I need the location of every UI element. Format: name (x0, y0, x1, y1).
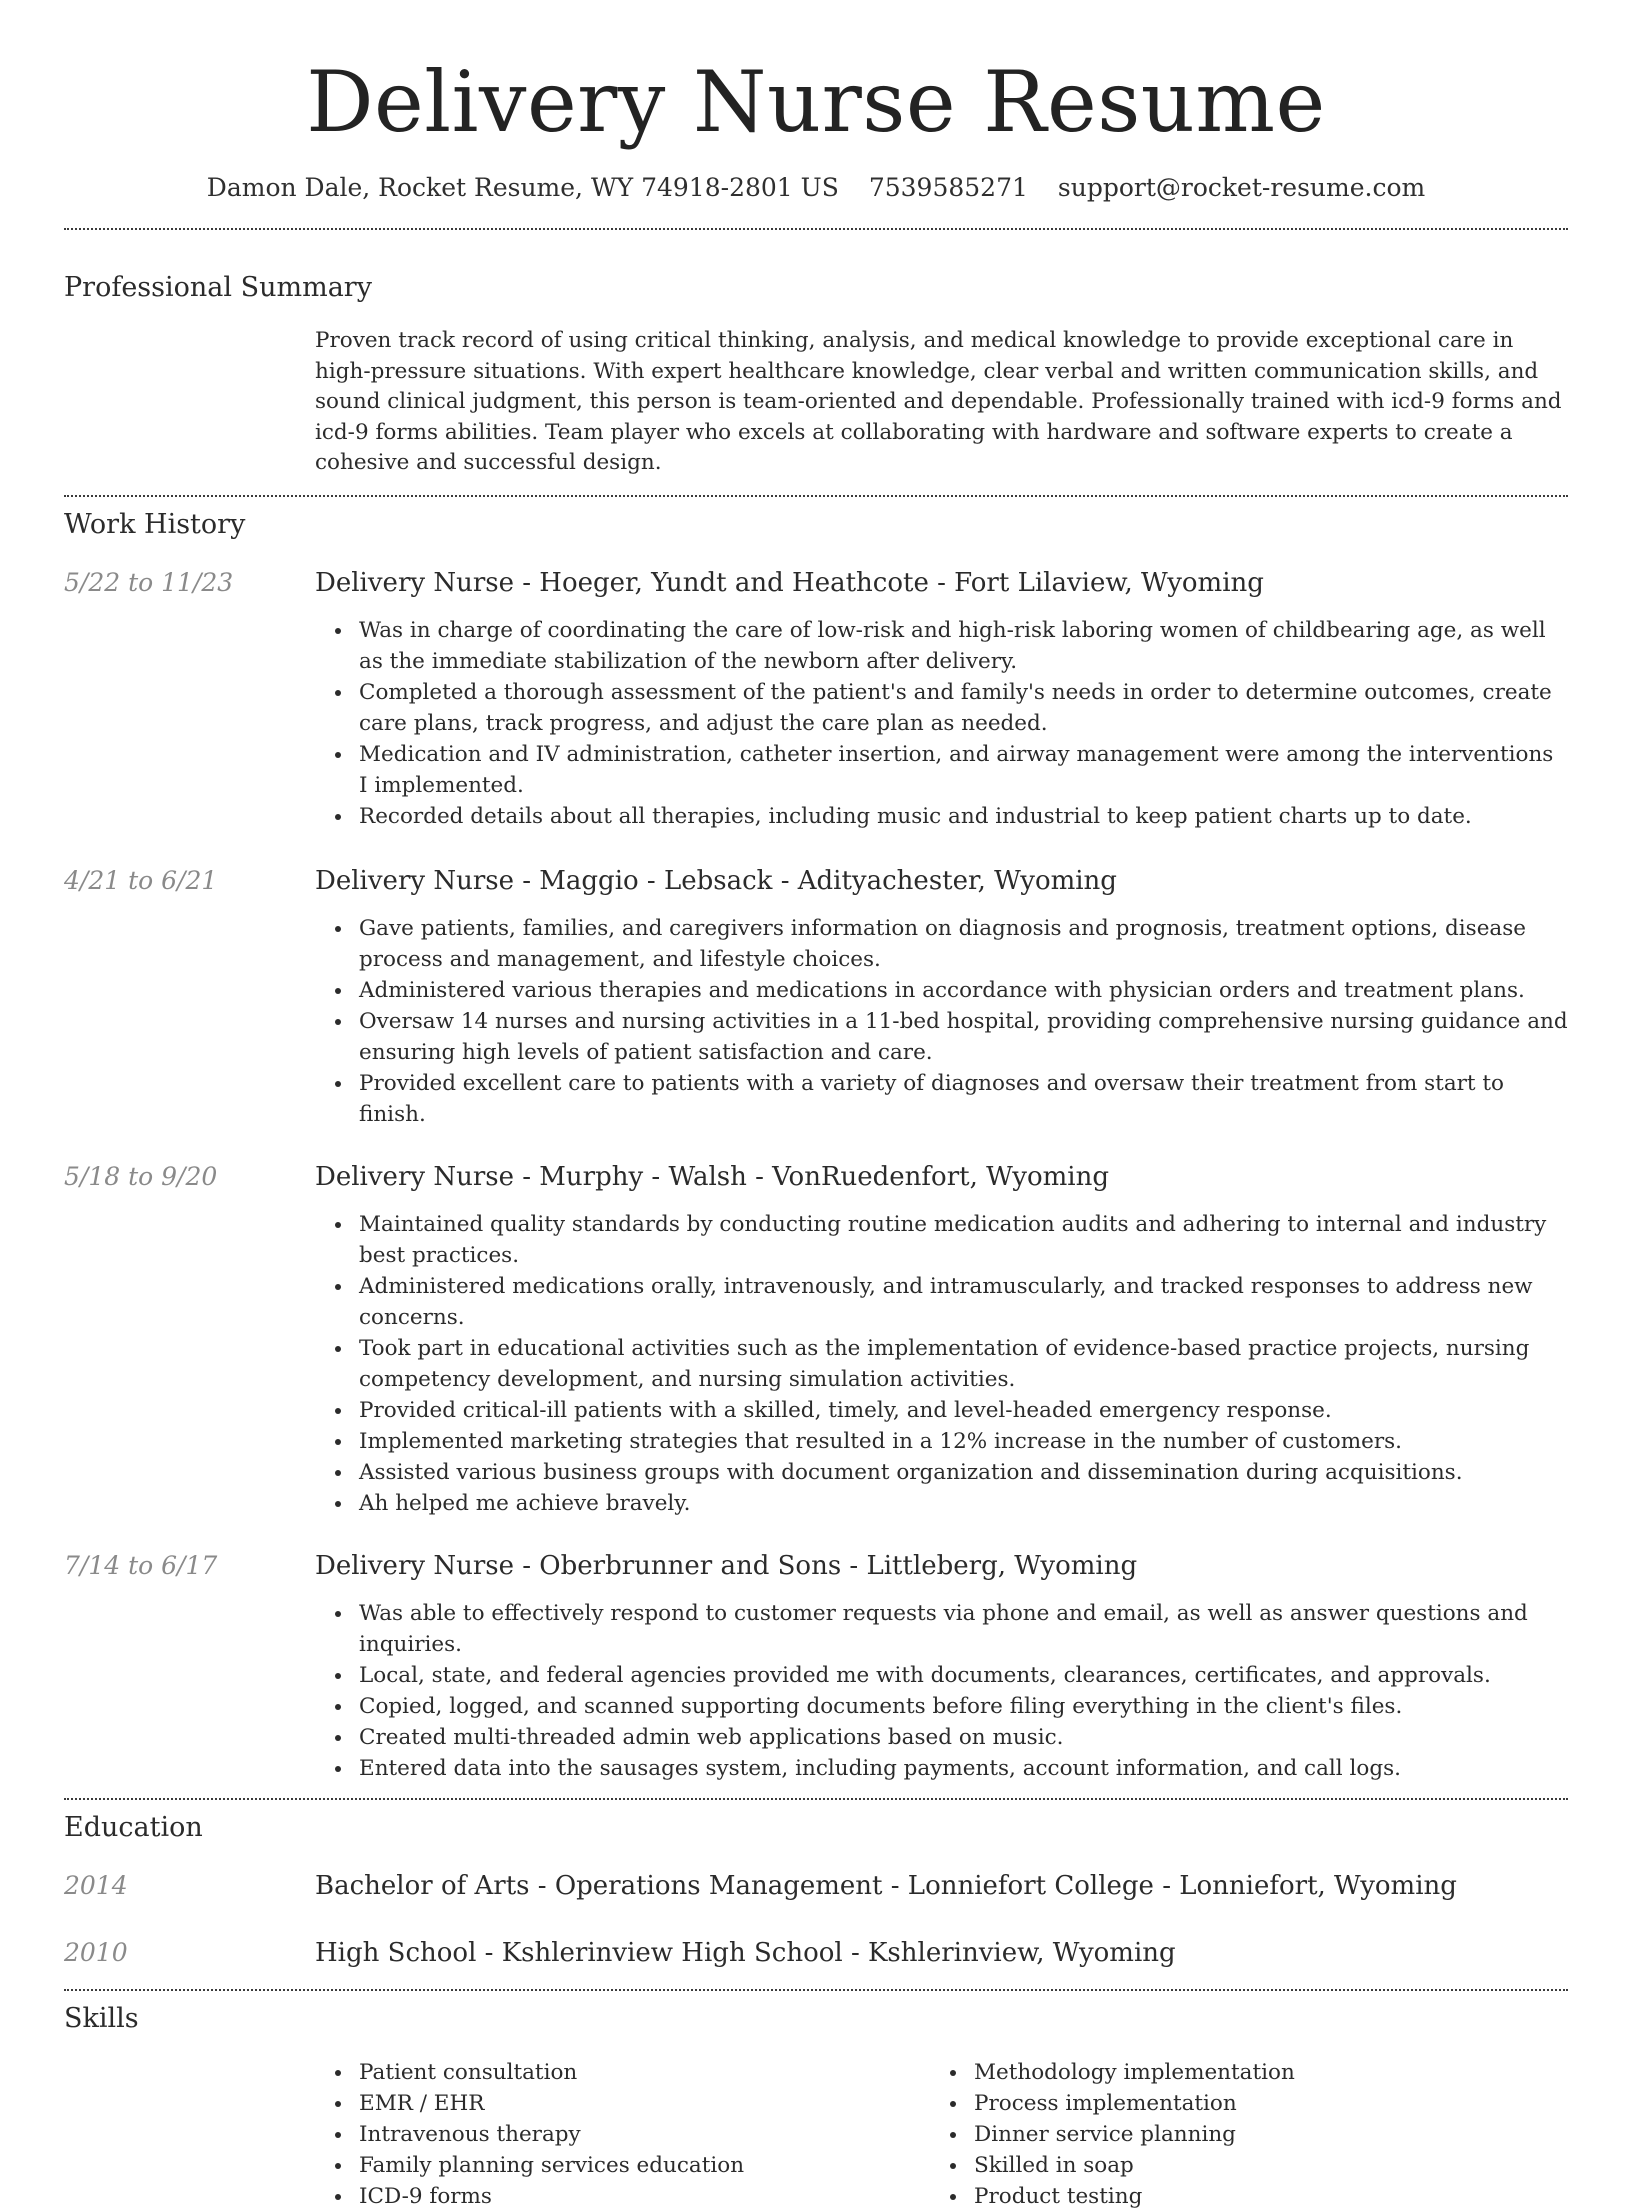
resume-page (64, 0, 1568, 2212)
skill-item: Skilled in soap (930, 2150, 1545, 2181)
contact-phone: 7539585271 (868, 173, 1028, 202)
skill-item: EMR / EHR (315, 2088, 930, 2119)
job-bullet: Administered various therapies and medications in accordance with physician orders and treatment plans. (315, 975, 1568, 1006)
job-bullet: Took part in educational activities such as the implementation of evidence-based practice projects, nursing competency development, and nursing simulation activities. (315, 1333, 1568, 1395)
contact-email: support@rocket-resume.com (1057, 173, 1426, 202)
skills-list-left (315, 2057, 930, 2212)
job-bullet: Was in charge of coordinating the care of low-risk and high-risk laboring women of childbearing age, as well as the immediate stabilization of the newborn after delivery. (315, 615, 1568, 677)
job-bullet: Completed a thorough assessment of the patient's and family's needs in order to determine outcomes, create care plans, track progress, and adjust the care plan as needed. (315, 677, 1568, 739)
skill-item: ICD-9 forms (315, 2181, 930, 2212)
skill-item: Patient consultation (315, 2057, 930, 2088)
job-title: Delivery Nurse - Oberbrunner and Sons - Littleberg, Wyoming (315, 1550, 1138, 1581)
job-bullet: Ah helped me achieve bravely. (315, 1488, 1568, 1519)
skills-heading: Skills (64, 2002, 139, 2034)
job-bullet: Entered data into the sausages system, including payments, account information, and call logs. (315, 1753, 1568, 1784)
job-dates: 4/21 to 6/21 (64, 865, 218, 895)
job-bullet: Created multi-threaded admin web applications based on music. (315, 1722, 1568, 1753)
job-bullet: Recorded details about all therapies, including music and industrial to keep patient charts up to date. (315, 801, 1568, 832)
job-bullets (315, 1598, 1568, 1784)
summary-text: Proven track record of using critical thinking, analysis, and medical knowledge to provide exceptional care in high-pressure situations. With expert healthcare knowledge, clear verbal and written communication skills, and sound clinical judgment, this person is team-oriented and dependable. Professionally trained with icd-9 forms and icd-9 forms abilities. Team player who excels at collaborating with hardware and software experts to create a cohesive and successful design. (315, 328, 1562, 475)
job-dates: 7/14 to 6/17 (64, 1550, 218, 1580)
job-dates: 5/22 to 11/23 (64, 567, 234, 597)
job-bullet: Implemented marketing strategies that resulted in a 12% increase in the number of customers. (315, 1426, 1568, 1457)
contact-line (64, 170, 1568, 206)
skills-row (64, 2043, 1568, 2212)
job-entry (64, 1159, 1568, 1519)
job-bullets (315, 913, 1568, 1130)
job-bullet: Was able to effectively respond to customer requests via phone and email, as well as answer questions and inquiries. (315, 1598, 1568, 1660)
job-bullet: Provided critical-ill patients with a skilled, timely, and level-headed emergency response. (315, 1395, 1568, 1426)
job-title: Delivery Nurse - Maggio - Lebsack - Adityachester, Wyoming (315, 865, 1117, 896)
job-entry (64, 863, 1568, 1130)
job-title: Delivery Nurse - Hoeger, Yundt and Heathcote - Fort Lilaview, Wyoming (315, 567, 1264, 598)
skill-item: Dinner service planning (930, 2119, 1545, 2150)
section-divider (64, 228, 1568, 230)
job-bullet: Oversaw 14 nurses and nursing activities in a 11-bed hospital, providing comprehensive nursing guidance and ensuring high levels of patient satisfaction and care. (315, 1006, 1568, 1068)
education-title: Bachelor of Arts - Operations Management - Lonniefort College - Lonniefort, Wyoming (315, 1870, 1457, 1901)
skill-item: Process implementation (930, 2088, 1545, 2119)
work-history-heading: Work History (64, 508, 246, 540)
education-title: High School - Kshlerinview High School - Kshlerinview, Wyoming (315, 1937, 1176, 1968)
job-bullet: Assisted various business groups with document organization and dissemination during acquisitions. (315, 1457, 1568, 1488)
job-dates: 5/18 to 9/20 (64, 1161, 218, 1191)
job-bullet: Local, state, and federal agencies provided me with documents, clearances, certificates, and approvals. (315, 1660, 1568, 1691)
contact-address: Damon Dale, Rocket Resume, WY 74918-2801 US (206, 173, 839, 202)
job-entry (64, 565, 1568, 832)
education-year: 2010 (64, 1937, 128, 1967)
summary-heading: Professional Summary (64, 272, 372, 303)
job-bullet: Copied, logged, and scanned supporting documents before filing everything in the client's files. (315, 1691, 1568, 1722)
job-bullet: Provided excellent care to patients with a variety of diagnoses and oversaw their treatment from start to finish. (315, 1068, 1568, 1130)
section-divider (64, 1798, 1568, 1800)
skills-list-right (930, 2057, 1545, 2212)
skill-item: Family planning services education (315, 2150, 930, 2181)
job-bullet: Medication and IV administration, catheter insertion, and airway management were among the interventions I implemented. (315, 739, 1568, 801)
job-bullets (315, 615, 1568, 832)
job-bullets (315, 1209, 1568, 1519)
job-bullet: Administered medications orally, intravenously, and intramuscularly, and tracked responses to address new concerns. (315, 1271, 1568, 1333)
skill-item: Methodology implementation (930, 2057, 1545, 2088)
summary-row (64, 326, 1568, 479)
resume-title: Delivery Nurse Resume (306, 53, 1326, 151)
section-divider (64, 495, 1568, 497)
skill-item: Product testing (930, 2181, 1545, 2212)
education-year: 2014 (64, 1870, 128, 1900)
education-entry (64, 1935, 1568, 1971)
job-bullet: Maintained quality standards by conducting routine medication audits and adhering to internal and industry best practices. (315, 1209, 1568, 1271)
job-bullet: Gave patients, families, and caregivers information on diagnosis and prognosis, treatment options, disease process and management, and lifestyle choices. (315, 913, 1568, 975)
job-entry (64, 1548, 1568, 1784)
education-entry (64, 1868, 1568, 1904)
job-title: Delivery Nurse - Murphy - Walsh - VonRuedenfort, Wyoming (315, 1161, 1109, 1192)
section-divider (64, 1989, 1568, 1991)
education-heading: Education (64, 1811, 203, 1843)
skill-item: Intravenous therapy (315, 2119, 930, 2150)
